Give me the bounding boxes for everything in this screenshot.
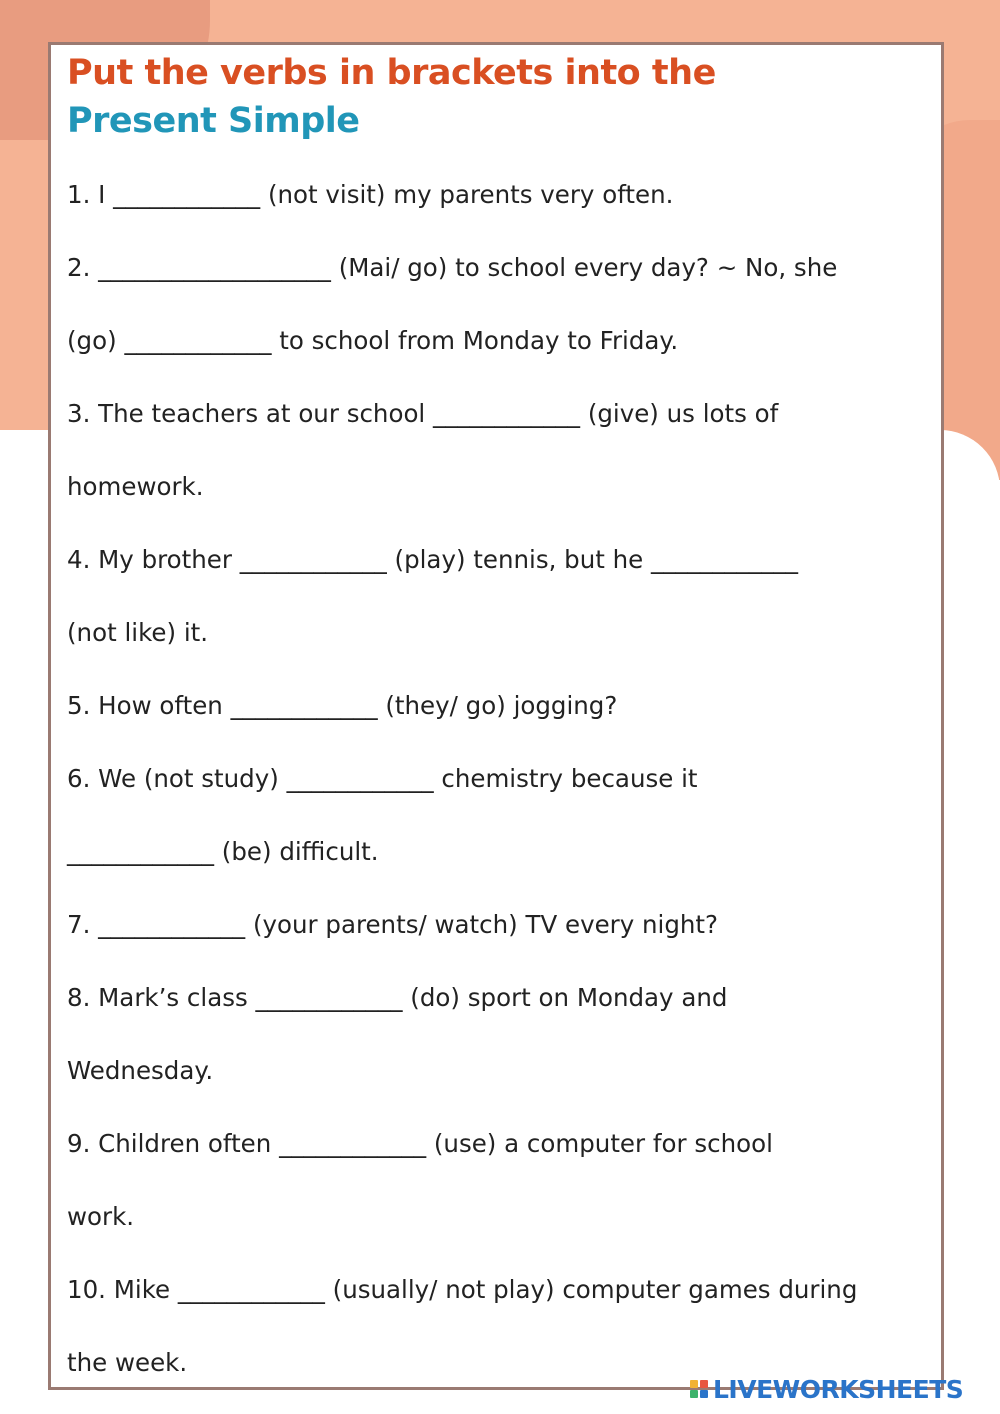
page-title [67, 49, 716, 145]
exercise-line-16: 10. Mike ____________ (usually/ not play) computer games during [67, 1275, 858, 1304]
worksheet-panel [48, 42, 944, 1390]
watermark-text: LIVEWORKSHEETS [713, 1374, 964, 1404]
exercise-line-5: homework. [67, 472, 204, 501]
liveworksheets-logo-icon [690, 1380, 708, 1398]
exercise-line-3: (go) ____________ to school from Monday to Friday. [67, 326, 679, 355]
exercise-line-10: ____________ (be) difficult. [67, 837, 379, 866]
exercise-line-4: 3. The teachers at our school ____________ (give) us lots of [67, 399, 779, 428]
exercise-line-15: work. [67, 1202, 135, 1231]
liveworksheets-watermark [690, 1374, 963, 1404]
exercise-line-14: 9. Children often ____________ (use) a computer for school [67, 1129, 773, 1158]
exercise-line-6: 4. My brother ____________ (play) tennis, but he ____________ [67, 545, 799, 574]
exercise-line-17: the week. [67, 1348, 188, 1377]
exercise-line-1: 1. I ____________ (not visit) my parents very often. [67, 180, 674, 209]
exercise-line-9: 6. We (not study) ____________ chemistry because it [67, 764, 698, 793]
exercise-line-11: 7. ____________ (your parents/ watch) TV every night? [67, 910, 719, 939]
title-line-1: Put the verbs in brackets into the [67, 53, 716, 93]
exercise-line-12: 8. Mark’s class ____________ (do) sport on Monday and [67, 983, 728, 1012]
exercise-line-8: 5. How often ____________ (they/ go) jogging? [67, 691, 618, 720]
exercise-line-2: 2. ___________________ (Mai/ go) to school every day? ~ No, she [67, 253, 838, 282]
exercise-line-7: (not like) it. [67, 618, 209, 647]
exercise-line-13: Wednesday. [67, 1056, 214, 1085]
title-line-2: Present Simple [67, 101, 360, 141]
